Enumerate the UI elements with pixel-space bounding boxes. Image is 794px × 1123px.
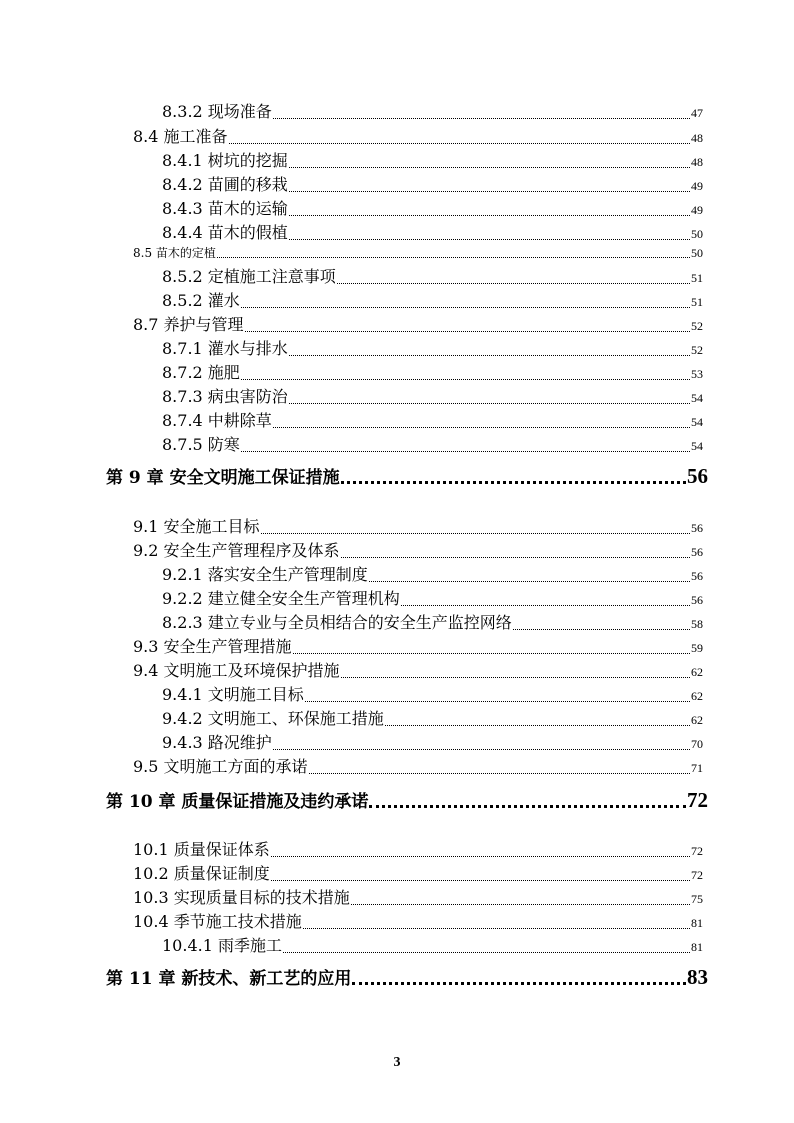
leader-dots xyxy=(271,856,690,857)
leader-dots xyxy=(369,805,686,808)
toc-entry-title: 10.3 实现质量目标的技术措施 xyxy=(133,888,350,907)
toc-entry-page: 62 xyxy=(691,713,703,727)
toc-entry-page: 50 xyxy=(691,246,703,260)
toc-entry-title: 8.7.5 防寒 xyxy=(162,435,240,454)
toc-entry-title: 9.5 文明施工方面的承诺 xyxy=(133,757,308,776)
toc-entry-page: 48 xyxy=(691,155,703,169)
toc-entry-title: 8.4.4 苗木的假植 xyxy=(162,223,288,242)
leader-dots xyxy=(289,167,690,168)
toc-entry-page: 50 xyxy=(691,227,703,241)
toc-entry-title: 8.5.2 灌水 xyxy=(162,291,240,310)
toc-entry-page: 70 xyxy=(691,737,703,751)
toc-entry-title: 8.3.2 现场准备 xyxy=(162,102,272,121)
toc-entry-page: 56 xyxy=(691,521,703,535)
toc-entry-title: 8.4.1 树坑的挖掘 xyxy=(162,151,288,170)
toc-chapter-page: 83 xyxy=(687,965,708,989)
leader-dots xyxy=(241,307,690,308)
toc-entry-page: 49 xyxy=(691,203,703,217)
toc-entry-page: 54 xyxy=(691,439,703,453)
toc-entry-title: 8.7.3 病虫害防治 xyxy=(162,387,288,406)
leader-dots xyxy=(245,331,690,332)
toc-entry-page: 56 xyxy=(691,569,703,583)
toc-entry-page: 51 xyxy=(691,271,703,285)
toc-entry-title: 9.4.1 文明施工目标 xyxy=(162,685,304,704)
leader-dots xyxy=(271,880,690,881)
toc-entry-page: 72 xyxy=(691,868,703,882)
leader-dots xyxy=(229,143,690,144)
toc-entry-page: 54 xyxy=(691,391,703,405)
toc-entry-page: 62 xyxy=(691,689,703,703)
leader-dots xyxy=(352,982,686,985)
leader-dots xyxy=(401,605,690,606)
leader-dots xyxy=(341,481,686,484)
leader-dots xyxy=(273,118,690,119)
toc-entry-page: 58 xyxy=(691,617,703,631)
leader-dots xyxy=(289,239,690,240)
toc-entry-title: 9.4 文明施工及环境保护措施 xyxy=(133,661,340,680)
leader-dots xyxy=(337,283,690,284)
leader-dots xyxy=(305,701,690,702)
leader-dots xyxy=(217,257,690,258)
toc-entry-page: 75 xyxy=(691,892,703,906)
toc-entry-page: 56 xyxy=(691,545,703,559)
leader-dots xyxy=(283,952,690,953)
leader-dots xyxy=(293,653,690,654)
leader-dots xyxy=(273,427,690,428)
leader-dots xyxy=(385,725,690,726)
toc-chapter-title: 第 9 章 安全文明施工保证措施 xyxy=(106,468,340,488)
leader-dots xyxy=(369,581,690,582)
leader-dots xyxy=(289,403,690,404)
toc-entry-title: 9.2 安全生产管理程序及体系 xyxy=(133,541,340,560)
toc-chapter-title: 第 10 章 质量保证措施及违约承诺 xyxy=(106,792,369,812)
toc-entry-title: 8.4.3 苗木的运输 xyxy=(162,199,288,218)
leader-dots xyxy=(289,355,690,356)
leader-dots xyxy=(241,379,690,380)
toc-entry-title: 8.7 养护与管理 xyxy=(133,315,244,334)
toc-entry-title: 9.2.1 落实安全生产管理制度 xyxy=(162,565,368,584)
toc-chapter-title: 第 11 章 新技术、新工艺的应用 xyxy=(106,969,352,989)
leader-dots xyxy=(341,557,690,558)
toc-entry-page: 51 xyxy=(691,295,703,309)
toc-entry-page: 52 xyxy=(691,319,703,333)
toc-entry-title: 8.5.2 定植施工注意事项 xyxy=(162,267,336,286)
toc-entry-title: 8.7.4 中耕除草 xyxy=(162,411,272,430)
toc-entry-page: 54 xyxy=(691,415,703,429)
toc-entry-page: 49 xyxy=(691,179,703,193)
toc-entry-title: 8.7.1 灌水与排水 xyxy=(162,339,288,358)
leader-dots xyxy=(241,451,690,452)
toc-entry-page: 53 xyxy=(691,367,703,381)
leader-dots xyxy=(309,773,690,774)
toc-entry-title: 9.4.3 路况维护 xyxy=(162,733,272,752)
toc-entry-title: 8.4.2 苗圃的移栽 xyxy=(162,175,288,194)
toc-entry-page: 71 xyxy=(691,761,703,775)
leader-dots xyxy=(273,749,690,750)
toc-entry-title: 8.5 苗木的定植 xyxy=(133,246,216,260)
toc-entry-title: 10.4.1 雨季施工 xyxy=(162,936,282,955)
leader-dots xyxy=(341,677,690,678)
toc-entry-title: 10.2 质量保证制度 xyxy=(133,864,270,883)
toc-entry-title: 9.4.2 文明施工、环保施工措施 xyxy=(162,709,384,728)
toc-entry-page: 52 xyxy=(691,343,703,357)
toc-entry-title: 9.1 安全施工目标 xyxy=(133,517,260,536)
toc-entry-page: 56 xyxy=(691,593,703,607)
toc-entry-title: 9.3 安全生产管理措施 xyxy=(133,637,292,656)
leader-dots xyxy=(289,215,690,216)
toc-entry-title: 10.1 质量保证体系 xyxy=(133,840,270,859)
toc-entry-page: 81 xyxy=(691,916,703,930)
toc-entry-page: 47 xyxy=(691,106,703,120)
leader-dots xyxy=(303,928,690,929)
toc-chapter-page: 72 xyxy=(687,788,708,812)
leader-dots xyxy=(261,533,690,534)
toc-entry-title: 8.2.3 建立专业与全员相结合的安全生产监控网络 xyxy=(162,613,512,632)
toc-entry-title: 8.7.2 施肥 xyxy=(162,363,240,382)
leader-dots xyxy=(289,191,690,192)
page-number: 3 xyxy=(393,1055,401,1070)
leader-dots xyxy=(351,904,690,905)
toc-chapter-page: 56 xyxy=(687,464,708,488)
toc-entry-page: 81 xyxy=(691,940,703,954)
leader-dots xyxy=(513,629,690,630)
toc-entry-title: 9.2.2 建立健全安全生产管理机构 xyxy=(162,589,400,608)
toc-entry-title: 10.4 季节施工技术措施 xyxy=(133,912,302,931)
toc-entry-page: 59 xyxy=(691,641,703,655)
toc-entry-page: 62 xyxy=(691,665,703,679)
toc-entry-page: 72 xyxy=(691,844,703,858)
toc-entry-page: 48 xyxy=(691,131,703,145)
toc-entry-title: 8.4 施工准备 xyxy=(133,127,228,146)
